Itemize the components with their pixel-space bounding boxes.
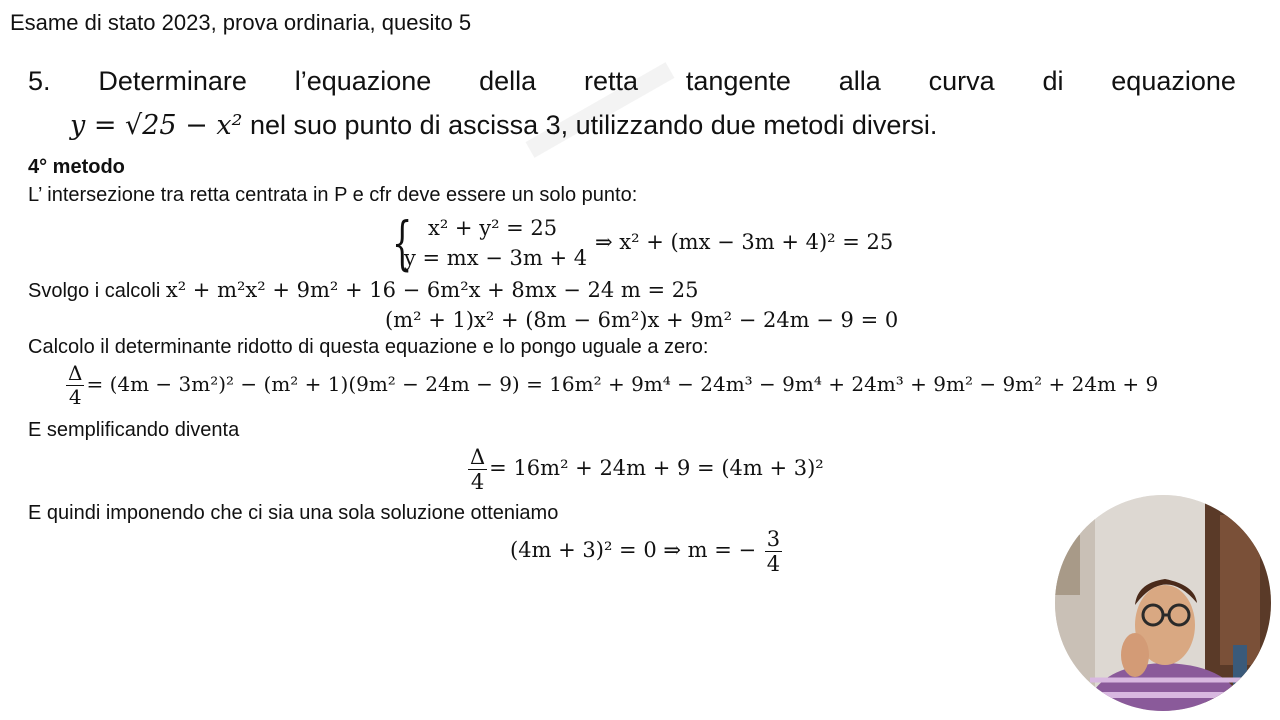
determinant-text: Calcolo il determinante ridotto di questa equazione e lo pongo uguale a zero: <box>28 336 709 358</box>
question-word: equazione <box>1111 66 1236 96</box>
delta-denominator-2: 4 <box>470 470 485 495</box>
delta-numerator-2: Δ <box>470 445 486 469</box>
system-result: ⇒ x² + (mx − 3m + 4)² = 25 <box>595 230 894 254</box>
simplify-text: E semplificando diventa <box>28 419 240 441</box>
final-numerator: 3 <box>766 527 781 551</box>
intro-text: L’ intersezione tra retta centrata in P e cfr deve essere un solo punto: <box>28 184 638 206</box>
question-word: Determinare <box>98 66 247 96</box>
header-title: Esame di stato 2023, prova ordinaria, quesito 5 <box>10 10 472 35</box>
question-number: 5. <box>28 66 51 96</box>
question-word: retta <box>584 66 639 96</box>
delta-numerator: Δ <box>68 361 83 385</box>
calc-expression: x² + m²x² + 9m² + 16 − 6m²x + 8mx − 24 m = 25 <box>165 278 699 302</box>
delta-fraction-2 <box>468 445 487 494</box>
calc-expression-2: (m² + 1)x² + (8m − 6m²)x + 9m² − 24m − 9 = 0 <box>385 308 899 332</box>
question-word: alla <box>838 66 881 96</box>
left-brace: { <box>392 209 413 277</box>
question-word: della <box>479 66 537 96</box>
calc-row <box>28 278 698 303</box>
delta-simplified-equation <box>466 445 824 494</box>
delta-expression: = (4m − 3m²)² − (m² + 1)(9m² − 24m − 9) = 16m² + 9m⁴ − 24m³ − 9m⁴ + 24m³ + 9m² − 9m² + 24m + 9 <box>86 372 1159 396</box>
calc-label: Svolgo i calcoli <box>28 280 161 302</box>
delta-fraction <box>66 362 84 409</box>
question-word: tangente <box>685 66 791 96</box>
conclusion-text: E quindi imponendo che ci sia una sola soluzione otteniamo <box>28 502 559 524</box>
presenter-image <box>1055 495 1271 711</box>
question-line-1 <box>28 66 1236 97</box>
delta-simplified: = 16m² + 24m + 9 = (4m + 3)² <box>489 456 824 481</box>
curve-formula: y = √25 − x² <box>70 110 243 141</box>
question-line-2 <box>70 110 937 141</box>
question-line-2-text: nel suo punto di ascissa 3, utilizzando due metodi diversi. <box>249 110 938 140</box>
method-title: 4° metodo <box>28 156 125 178</box>
system-equation-1: x² + y² = 25 <box>428 216 558 240</box>
question-word: l’equazione <box>294 66 432 96</box>
webcam-video <box>1055 495 1271 711</box>
final-denominator: 4 <box>766 552 781 577</box>
question-word: curva <box>928 66 995 96</box>
final-lhs: (4m + 3)² = 0 ⇒ m = − <box>510 538 757 563</box>
final-equation <box>510 527 784 576</box>
delta-equation <box>64 362 1158 409</box>
question-word: di <box>1042 66 1064 96</box>
delta-denominator: 4 <box>68 385 82 409</box>
final-fraction <box>765 527 782 576</box>
system-equation-2: y = mx − 3m + 4 <box>404 246 588 270</box>
